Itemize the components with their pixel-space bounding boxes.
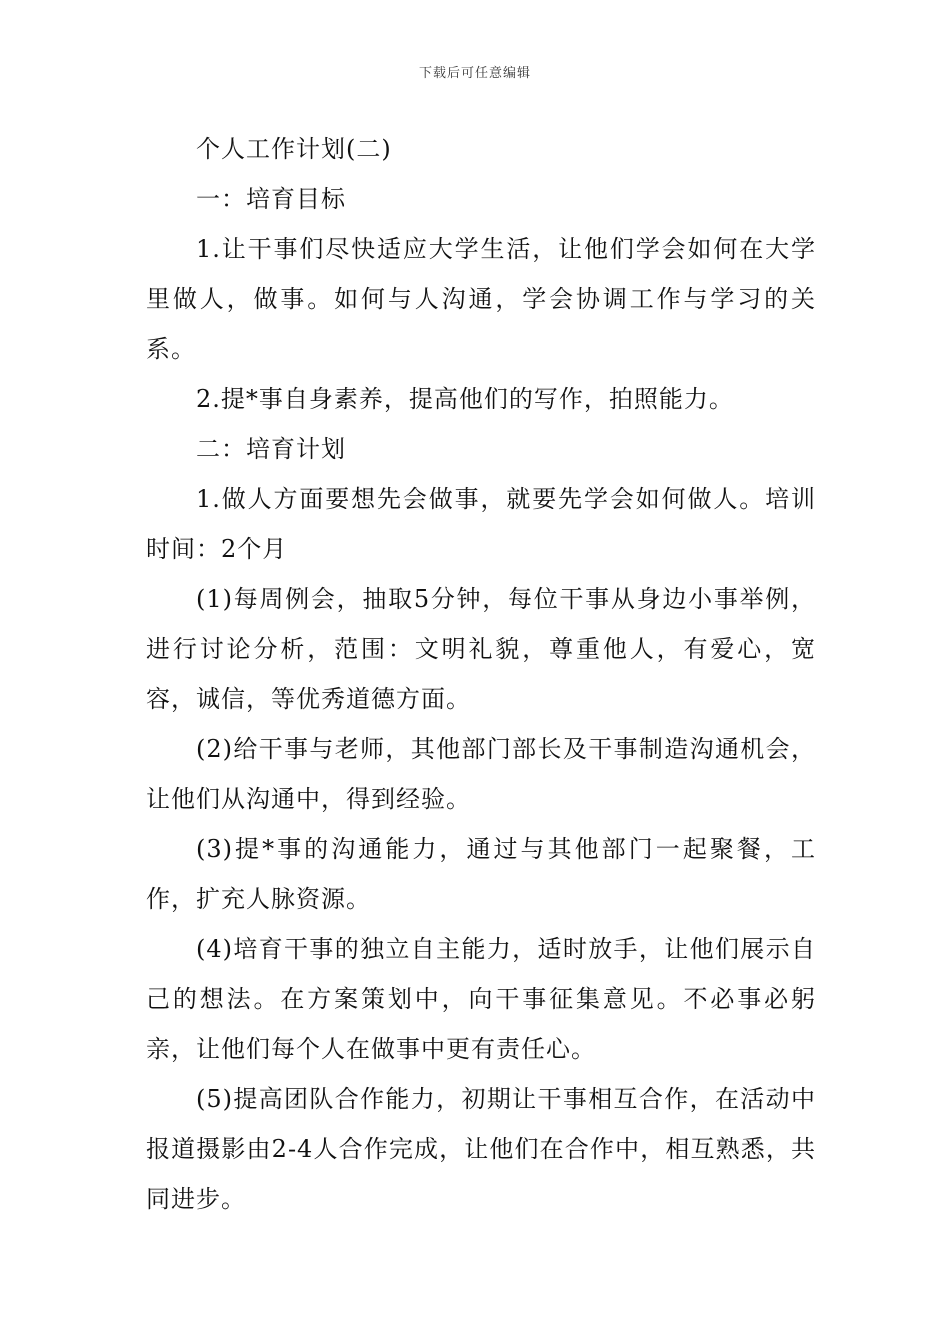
goal-item-1: 1.让干事们尽快适应大学生活，让他们学会如何在大学里做人，做事。如何与人沟通，学会协调工作与学习的关系。	[146, 235, 816, 363]
plan-subitem-5: (5)提高团队合作能力，初期让干事相互合作，在活动中报道摄影由2-4人合作完成，让他们在合作中，相互熟悉，共同进步。	[146, 1085, 816, 1213]
section-heading-plan: 二：培育计划	[196, 435, 346, 463]
document-body	[146, 124, 816, 1224]
section-heading-goals: 一：培育目标	[196, 185, 346, 213]
plan-subitem-3: (3)提*事的沟通能力，通过与其他部门一起聚餐，工作，扩充人脉资源。	[146, 835, 816, 913]
plan-subitem-4: (4)培育干事的独立自主能力，适时放手，让他们展示自己的想法。在方案策划中，向干事征集意见。不必事必躬亲，让他们每个人在做事中更有责任心。	[146, 935, 816, 1063]
header-note: 下载后可任意编辑	[418, 66, 531, 81]
plan-subitem-2: (2)给干事与老师，其他部门部长及干事制造沟通机会，让他们从沟通中，得到经验。	[146, 735, 816, 813]
goal-item-2: 2.提*事自身素养，提高他们的写作，拍照能力。	[196, 385, 734, 413]
plan-item-1: 1.做人方面要想先会做事，就要先学会如何做人。培训时间：2个月	[146, 485, 816, 563]
plan-subitem-1: (1)每周例会，抽取5分钟，每位干事从身边小事举例，进行讨论分析，范围：文明礼貌，尊重他人，有爱心，宽容，诚信，等优秀道德方面。	[146, 585, 816, 713]
document-title: 个人工作计划(二)	[196, 135, 392, 163]
